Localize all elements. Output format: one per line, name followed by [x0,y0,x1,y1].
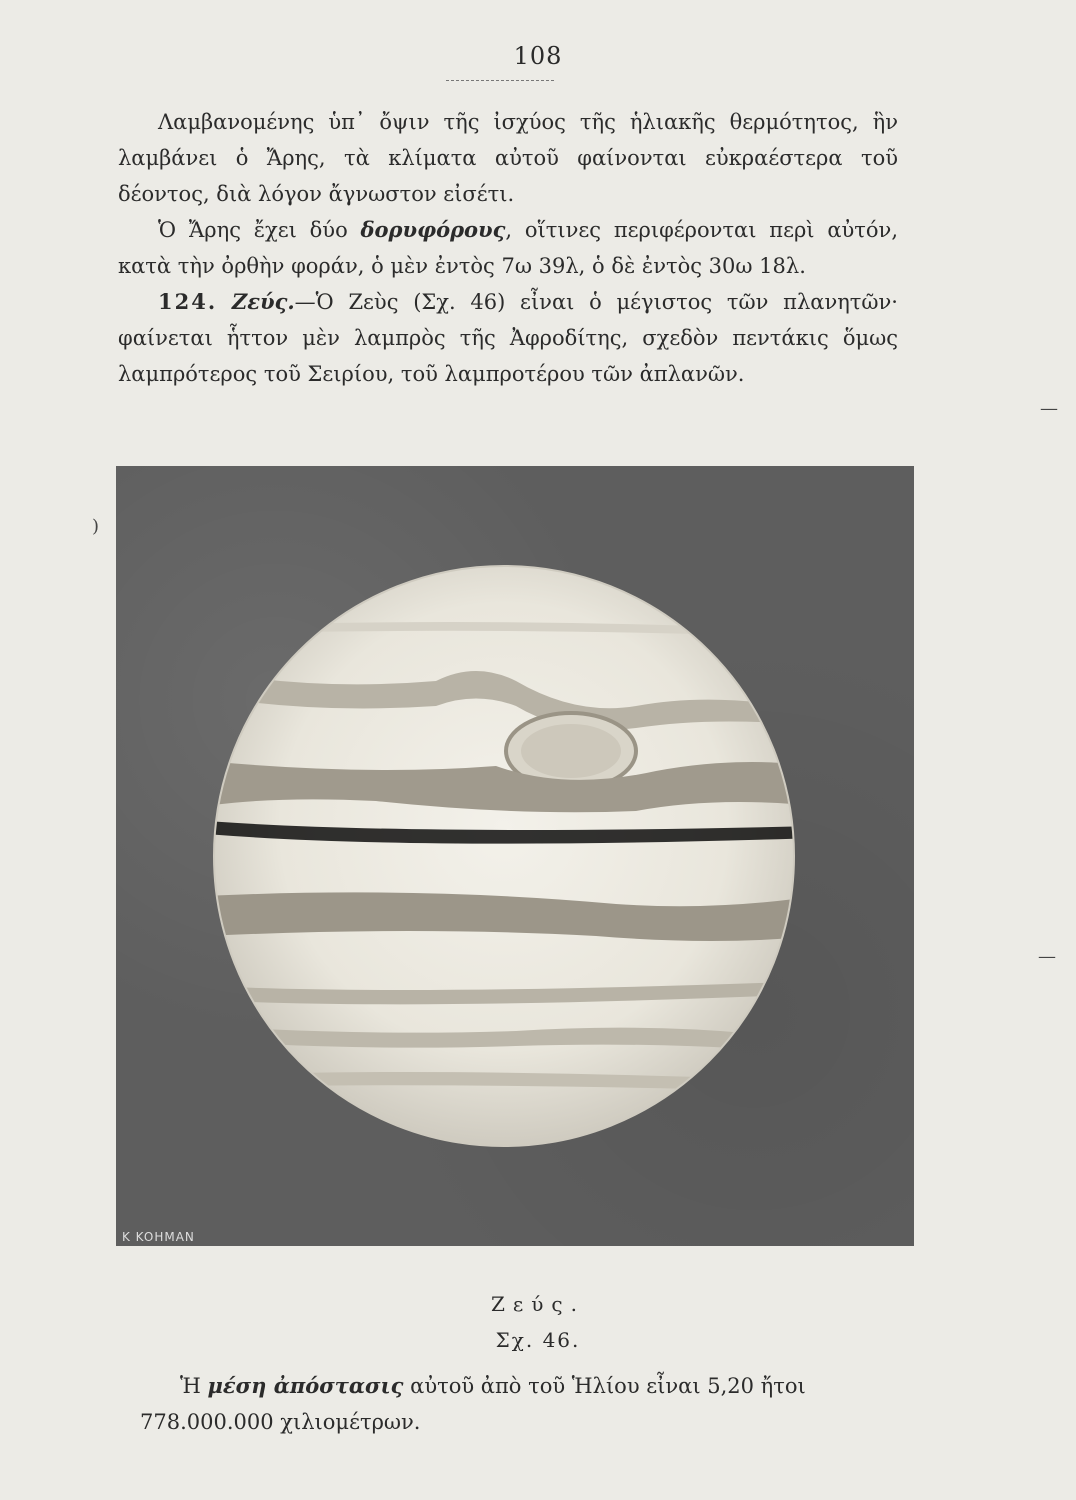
closing-after: αὐτοῦ ἀπὸ τοῦ Ἡλίου εἶναι 5,20 ἤτοι 778.000.000 χιλιομέτρων. [140,1374,806,1434]
distance-sentence [140,1368,920,1440]
para2-after: , οἵτινες περιφέρονται περὶ αὐτόν, κατὰ τὴν ὀρθὴν φοράν, ὁ μὲν ἐντὸς 7ω 39λ, ὁ δὲ ἐντὸς 30ω 18λ. [118,218,898,278]
engraver-signature: K KOHMAN [122,1230,195,1244]
page-number: 108 [513,42,563,70]
body-text [118,104,898,392]
margin-paren-mark: ) [92,516,100,537]
section-body: —Ὁ Ζεὺς (Σχ. 46) εἶναι ὁ μέγιστος τῶν πλανητῶν· φαίνεται ἧττον μὲν λαμπρὸς τῆς Ἀφροδίτης, σχεδὸν πεντάκις ὅμως λαμπρότερος τοῦ Σειρίου, τοῦ λαμπροτέρου τῶν ἀπλανῶν. [118,290,898,386]
margin-dash-mark: — [1040,398,1058,419]
figure-caption-title: Ζεύς. [491,1292,585,1316]
closing-paragraph [140,1368,920,1440]
paragraph-mars-moons [118,212,898,284]
header-rule [446,80,554,81]
figure-number: Σχ. 46. [495,1328,581,1352]
paragraph-mars-climate: Λαμβανομένης ὑπ᾽ ὄψιν τῆς ἰσχύος τῆς ἡλιακῆς θερμότητος, ἣν λαμβάνει ὁ Ἄρης, τὰ κλίματα αὐτοῦ φαίνονται εὐκραέστερα τοῦ δέοντος, διὰ λόγον ἄγνωστον εἰσέτι. [118,110,898,206]
section-title: Ζεύς. [231,289,295,314]
para2-emphasis: δορυφόρους [360,217,506,242]
closing-before: Ἡ [180,1374,208,1398]
paragraph-zeus [118,284,898,392]
section-number: 124. [158,289,218,314]
para2-before: Ὁ Ἄρης ἔχει δύο [158,218,361,242]
jupiter-illustration [116,466,914,1246]
planet-disk [214,566,794,1146]
margin-dash-mark: — [1038,946,1056,967]
closing-emphasis: μέση ἀπόστασις [207,1373,404,1398]
jupiter-drawing [116,466,914,1246]
